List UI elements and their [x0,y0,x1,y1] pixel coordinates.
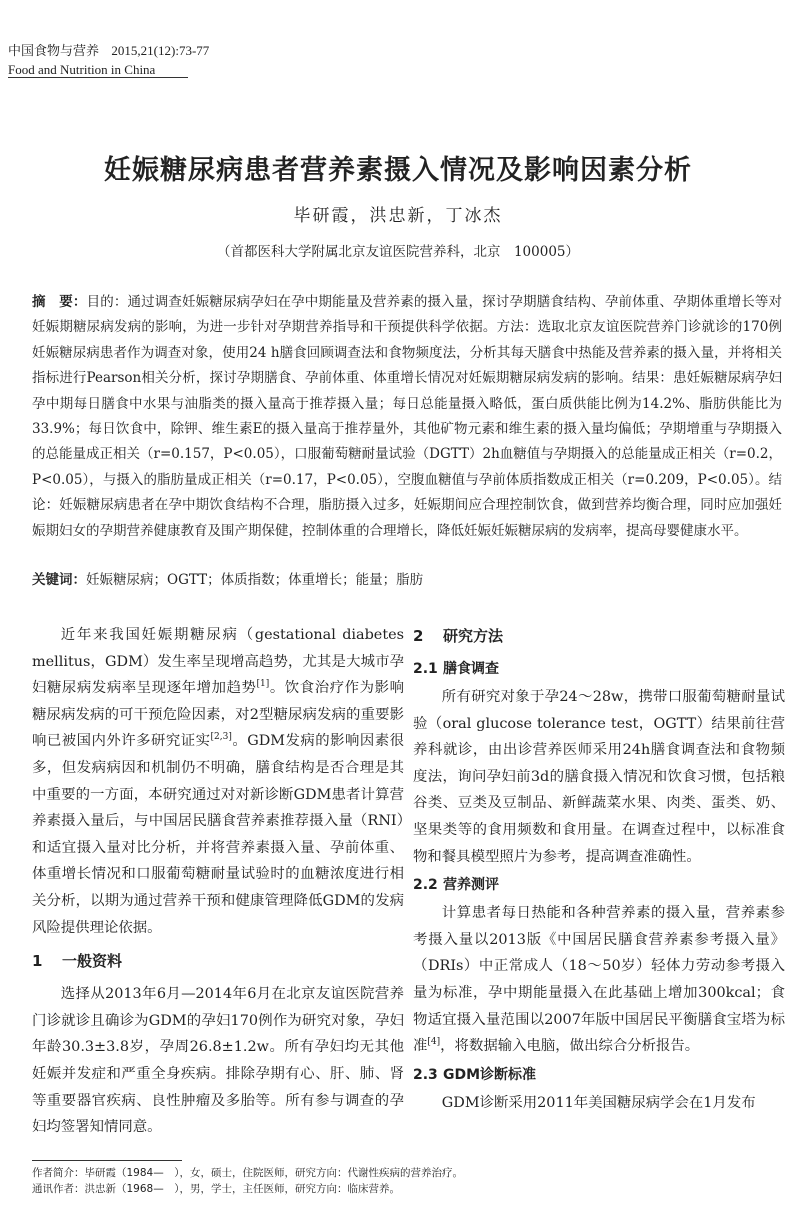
author-list: 毕研霞，洪忠新，丁冰杰 [293,206,503,226]
citation-ref-1: [1] [256,679,270,690]
journal-citation: 2015,21(12):73-77 [111,43,210,58]
footnote-rule [32,1160,182,1161]
header-rule [8,77,188,78]
section-title: 研究方法 [443,627,504,645]
subsection-2-2-text-1: 计算患者每日热能和各种营养素的摄入量，营养素参考摄入量以2013版《中国居民膳食营养素参考摄入量》（DRIs）中正常成人（18～50岁）轻体力劳动参考摄入量为标准，孕中期能量摄入在此基础上增加300kcal；食物适宜摄入量范围以2007年版中国居民平衡膳食宝塔为标准 [413,905,785,1055]
intro-paragraph [32,622,404,941]
section-heading-1 [32,947,404,975]
footnote-corresponding-author: 通讯作者：洪忠新（1968— ），男，学士，主任医师，研究方向：临床营养。 [32,1183,400,1195]
paper-title: 妊娠糖尿病患者营养素摄入情况及影响因素分析 [104,155,692,186]
section-1-paragraph: 选择从2013年6月—2014年6月在北京友谊医院营养门诊就诊且确诊为GDM的孕妇170例作为研究对象，孕妇年龄30.3±3.8岁，孕周26.8±1.2w。所有孕妇均无其他妊娠并发症和严重全身疾病。排除孕期有心、肝、肺、肾等重要器官疾病、良性肿瘤及多胎等。所有参与调查的孕妇均签署知情同意。 [32,986,404,1136]
intro-text-2: 。饮食治疗作为影响糖尿病发病的可干预危险因素，对2型糖尿病发病的重要影响已被国内外许多研究证实 [32,680,404,750]
subsection-title: 营养测评 [443,877,499,894]
subsection-heading-2-2 [413,872,785,898]
intro-text-1: 近年来我国妊娠期糖尿病（gestational diabetes mellitus，GDM）发生率呈现增高趋势，尤其是大城市孕妇糖尿病发病率呈现逐年增加趋势 [32,627,404,697]
subsection-heading-2-3 [413,1062,785,1088]
section-title: 一般资料 [62,952,123,971]
subsection-2-2-paragraph [413,900,785,1060]
citation-ref-2: [2,3] [210,732,232,743]
keywords [32,568,782,593]
intro-text-3: 。GDM发病的影响因素很多，但发病病因和机制仍不明确，膳食结构是否合理是其中重要的一方面，本研究通过对对新诊断GDM患者计算营养素摄入量后，与中国居民膳食营养素推荐摄入量（RNI）和适宜摄入量对比分析，并将营养素摄入量、孕前体重、体重增长情况和口服葡萄糖耐量试验时的血糖浓度进行相关分析，以期为通过营养干预和健康管理降低GDM的发病风险提供理论依据。 [32,733,404,936]
subsection-2-2-text-2: ，将数据输入电脑，做出综合分析报告。 [440,1038,700,1055]
journal-name-cn: 中国食物与营养 [8,44,100,59]
subsection-number: 2.1 [413,661,438,677]
subsection-number: 2.3 [413,1066,438,1083]
subsection-2-3-paragraph: GDM诊断采用2011年美国糖尿病学会在1月发布 [441,1094,756,1111]
abstract [32,290,782,544]
left-column [32,622,404,1141]
footnote-author-info: 作者简介：毕研霞（1984— ），女，硕士，住院医师，研究方向：代谢性疾病的营养治疗。 [32,1167,463,1179]
subsection-number: 2.2 [413,877,438,894]
subsection-title: 膳食调查 [443,661,499,677]
subsection-2-1-paragraph: 所有研究对象于孕24～28w，携带口服葡萄糖耐量试验（oral glucose tolerance test，OGTT）结果前往营养科就诊，由出诊营养医师采用24h膳食调查法和食物频度法，询问孕妇前3d的膳食摄入情况和饮食习惯，包括粮谷类、豆类及豆制品、新鲜蔬菜水果、肉类、蛋类、奶、坚果类等的食用频数和食用量。在调查过程中，以标准食物和餐具模型照片为参考，提高调查准确性。 [413,689,785,865]
subsection-title: GDM诊断标准 [443,1066,537,1083]
abstract-label: 摘 要： [32,294,87,310]
section-number: 1 [32,952,43,971]
subsection-heading-2-1 [413,656,785,682]
section-heading-2 [413,622,785,650]
abstract-text: 目的：通过调查妊娠糖尿病孕妇在孕中期能量及营养素的摄入量，探讨孕期膳食结构、孕前体重、孕期体重增长等对妊娠期糖尿病发病的影响，为进一步针对孕期营养指导和干预提供科学依据。方法：选取北京友谊医院营养门诊就诊的170例妊娠糖尿病患者作为调查对象，使用24 h膳食回顾调查法和食物频度法，分析其每天膳食中热能及营养素的摄入量，并将相关指标进行Pearson相关分析，探讨孕期膳食、孕前体重、体重增长情况对妊娠期糖尿病发病的影响。结果：患妊娠糖尿病孕妇孕中期每日膳食中水果与油脂类的摄入量高于推荐摄入量；每日总能量摄入略低，蛋白质供能比例为14.2%、脂肪供能比为33.9%；每日饮食中，除钾、维生素E的摄入量高于推荐量外，其他矿物元素和维生素的摄入量均偏低；孕期增重与孕期摄入的总能量成正相关（r=0.157，P<0.05），口服葡萄糖耐量试验（DGTT）2h血糖值与孕期摄入的总能量成正相关（r=0.2，P<0.05），与摄入的脂肪量成正相关（r=0.17，P<0.05），空腹血糖值与孕前体质指数成正相关（r=0.209，P<0.05）。结论：妊娠糖尿病患者在孕中期饮食结构不合理，脂肪摄入过多，妊娠期间应合理控制饮食，做到营养均衡合理，同时应加强妊娠期妇女的孕期营养健康教育及围产期保健，控制体重的合理增长，降低妊娠妊娠糖尿病的发病率，提高母婴健康水平。 [32,294,783,539]
affiliation: （首都医科大学附属北京友谊医院营养科，北京 100005） [216,244,580,260]
running-header [8,42,788,79]
journal-name-en: Food and Nutrition in China [8,62,156,77]
citation-ref-4: [4] [427,1037,441,1048]
keywords-label: 关键词： [32,572,86,588]
section-number: 2 [413,627,424,645]
keywords-text: 妊娠糖尿病；OGTT；体质指数；体重增长；能量；脂肪 [86,572,424,588]
right-column [413,622,785,1116]
